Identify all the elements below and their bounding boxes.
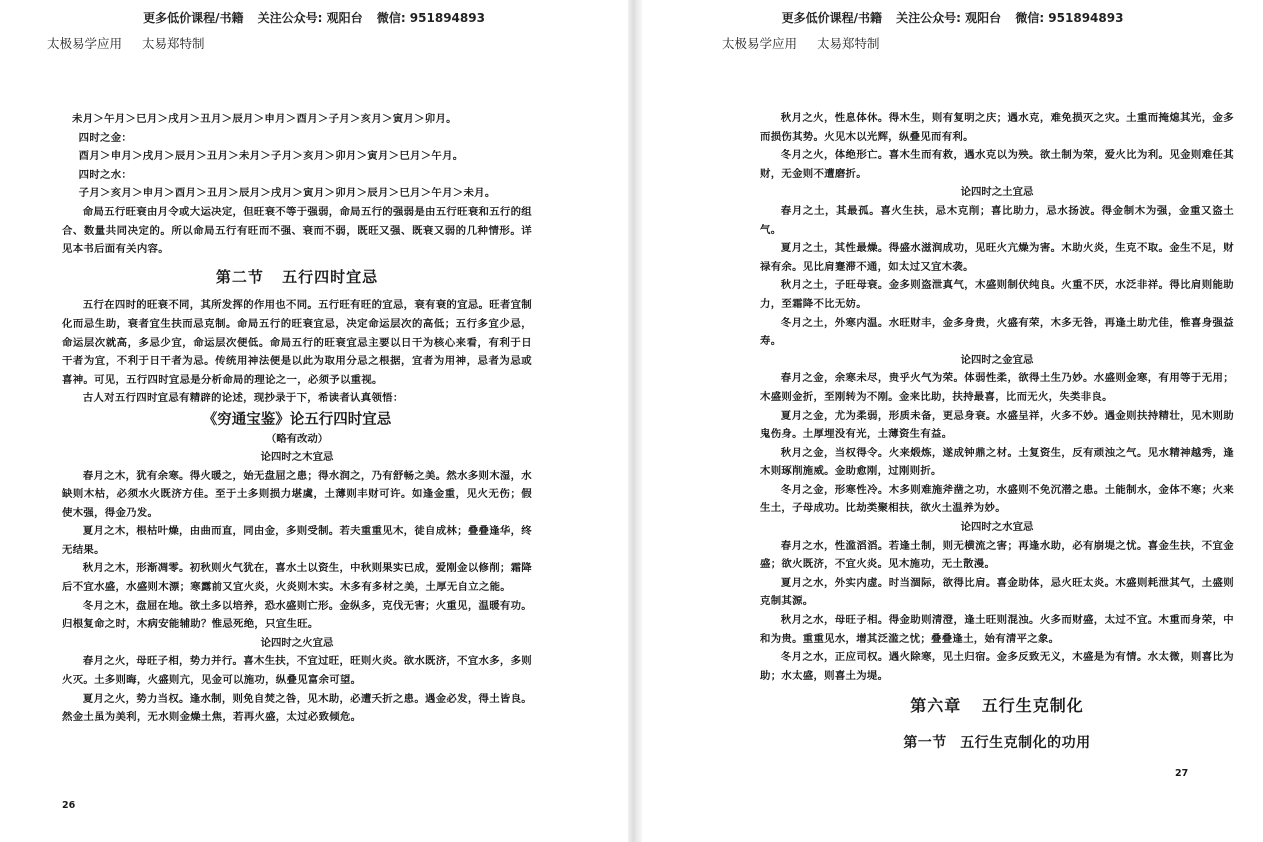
book-gutter: [628, 0, 642, 842]
note: （略有改动）: [265, 432, 329, 445]
promo-text: 更多低价课程/书籍: [781, 11, 882, 25]
paragraph: 冬月之水，正应司权。遇火除寒，见土归宿。金多反致无义，木盛是为有情。水太微，则喜比为助；水太盛，则喜土为堤。: [760, 651, 1234, 682]
paragraph: 夏月之木，根枯叶燥，由曲而直，同由金，多则受制。若夫重重见木，徒自成林；叠叠逢华，终无结果。: [62, 525, 532, 556]
paragraph: 春月之金，余寒未尽，贵乎火气为荣。体弱性柔，欲得土生乃妙。水盛则金寒，有用等于无用；木盛则金折，至刚转为不刚。金来比助，扶持最喜，比而无火，失类非良。: [760, 372, 1234, 403]
promo-text: 更多低价课程/书籍: [143, 11, 244, 25]
chapter-label: 第六章: [910, 696, 962, 716]
paragraph: 秋月之木，形渐凋零。初秋则火气犹在，喜水土以资生，中秋则果实已成，爱刚金以修削；霜降后不宜水盛，水盛则木漂；寒露前又宜火炎，火炎则木实。木多有多材之美，土厚无自立之能。: [62, 562, 532, 594]
promo-header: [642, 9, 1263, 26]
month-order-line: 未月＞午月＞巳月＞戌月＞丑月＞辰月＞申月＞酉月＞子月＞亥月＞寅月＞卯月。: [72, 113, 457, 125]
paragraph: 夏月之土，其性最燥。得盛水滋润成功，见旺火亢燥为害。木助火炎，生克不取。金生不足，财禄有余。见比肩蹇滞不通，如太过又宜木袭。: [760, 242, 1234, 273]
section-label: 第二节: [215, 267, 264, 286]
book-title: 太极易学应用: [722, 36, 798, 51]
right-page: [642, 0, 1263, 842]
left-page-content: [62, 110, 532, 727]
section-label: 第一节: [903, 735, 947, 751]
book-heading: 《穷通宝鉴》论五行四时宜忌: [202, 410, 392, 428]
section-title: 五行四时宜忌: [282, 267, 379, 286]
promo-header: [0, 9, 628, 26]
paragraph: 春月之水，性滥滔滔。若逢土制，则无横流之害；再逢水助，必有崩堤之忧。喜金生扶，不宜金盛；欲火既济，不宜火炎。见木施功，无土散漫。: [760, 539, 1234, 571]
water-label: 四时之水：: [78, 168, 133, 181]
paragraph: 夏月之水，外实内虚。时当涸际，欲得比肩。喜金助体，忌火旺太炎。木盛则耗泄其气，土盛则克制其源。: [760, 576, 1234, 608]
paragraph: 冬月之土，外寒内温。水旺财丰，金多身贵，火盛有荣，木多无咎，再逢土助尤佳，惟喜身强益寿。: [760, 316, 1234, 348]
subheading: 论四时之木宜忌: [260, 450, 334, 463]
paragraph: 春月之土，其最孤。喜火生扶，忌木克削；喜比助力，忌水扬波。得金制木为强，金重又盗土气。: [760, 204, 1234, 236]
paragraph: 冬月之火，体绝形亡。喜木生而有救，遇水克以为殃。欲土制为荣，爱火比为利。见金则难任其财，无金则不遭磨折。: [760, 149, 1234, 180]
chapter-title: 五行生克制化: [981, 696, 1084, 716]
section-heading: [760, 734, 1234, 753]
paragraph: 命局五行旺衰由月令或大运决定，但旺衰不等于强弱，命局五行的强弱是由五行旺衰和五行的组合、数量共同决定的。所以命局五行有旺而不强、衰而不弱，既旺又强、既衰又弱的几种情形。详见本书后面有关内容。: [62, 205, 532, 256]
follow-text: 关注公众号: 观阳台: [896, 11, 1002, 25]
book-title: 太极易学应用: [47, 36, 123, 51]
month-order-line: 子月＞亥月＞申月＞酉月＞丑月＞辰月＞戌月＞寅月＞卯月＞辰月＞巳月＞午月＞未月。: [78, 187, 496, 200]
book-header: [47, 34, 221, 52]
book-header: [722, 34, 896, 52]
book-author: 太易郑特制: [817, 36, 880, 51]
paragraph: 春月之木，犹有余寒。得火暖之，始无盘屈之患；得水润之，乃有舒畅之美。然水多则木湿，水缺则木枯，必须水火既济方佳。至于土多则损力堪虞，土薄则丰财可许。如逢金重，见火无伤；假使木强，得金乃发。: [62, 469, 532, 519]
paragraph: 夏月之火，势力当权。逢水制，则免自焚之咎，见木助，必遭夭折之患。遇金必发，得土皆良。然金土虽为美利，无水则金燥土焦，若再火盛，太过必致倾危。: [62, 692, 532, 724]
paragraph: 秋月之金，当权得令。火来煅炼，遂成钟鼎之材。土复资生，反有顽浊之气。见水精神越秀，逢木则琢削施威。金助愈刚，过刚则折。: [760, 446, 1234, 478]
subheading: 论四时之土宜忌: [960, 186, 1034, 199]
left-page: [0, 0, 628, 842]
paragraph: 秋月之水，母旺子相。得金助则清澄，逢土旺则混浊。火多而财盛，太过不宜。木重而身荣，中和为贵。重重见水，增其泛滥之忧；叠叠逢土，始有清平之象。: [760, 614, 1234, 645]
paragraph: 春月之火，母旺子相，势力并行。喜木生扶，不宜过旺，旺则火炎。欲水既济，不宜水多，多则火灭。土多则晦，火盛则亢，见金可以施功，纵叠见富余可望。: [62, 655, 532, 687]
page-number: 26: [62, 800, 76, 811]
wechat-text: 微信: 951894893: [1015, 11, 1124, 25]
paragraph: 秋月之火，性息体休。得木生，则有复明之庆；遇水克，难免损灭之灾。土重而掩熄其光，金多而损伤其势。火见木以光辉，纵叠见而有利。: [760, 112, 1234, 143]
wechat-text: 微信: 951894893: [376, 11, 485, 25]
metal-label: 四时之金：: [78, 131, 133, 144]
right-page-content: [760, 109, 1234, 753]
book-author: 太易郑特制: [142, 36, 205, 51]
subheading: 论四时之水宜忌: [960, 521, 1034, 534]
paragraph: 冬月之金，形寒性冷。木多则难施斧凿之功，水盛则不免沉潜之患。土能制水，金体不寒；火来生土，子母成功。比劫类聚相扶，欲火土温养为妙。: [760, 483, 1234, 515]
subheading: 论四时之火宜忌: [260, 636, 334, 649]
subheading: 论四时之金宜忌: [960, 353, 1034, 366]
chapter-heading: [760, 697, 1234, 716]
section-title: 五行生克制化的功用: [960, 735, 1091, 751]
paragraph: 夏月之金，尤为柔弱，形质未备，更忌身衰。水盛呈祥，火多不妙。遇金则扶持精壮，见木则助鬼伤身。土厚埋没有光，土薄资生有益。: [760, 409, 1234, 441]
paragraph: 五行在四时的旺衰不同，其所发挥的作用也不同。五行旺有旺的宜忌，衰有衰的宜忌。旺者宜制化而忌生助，衰者宜生扶而忌克制。命局五行的旺衰宜忌，决定命运层次的高低；五行多宜少忌，命运层次就高，多忌少宜，命运层次便低。命局五行的旺衰宜忌主要以日干为核心来看，有利于日干者为宜，不利于日干者为忌。传统用神法便是以此为取用分忌之根据，宜者为用神，忌者为忌或喜神。可见，五行四时宜忌是分析命局的理论之一，必须予以重视。: [62, 299, 532, 386]
paragraph: 古人对五行四时宜忌有精辟的论述，现抄录于下，希读者认真领悟：: [82, 392, 404, 405]
month-order-line: 酉月＞申月＞戌月＞辰月＞丑月＞未月＞子月＞亥月＞卯月＞寅月＞巳月＞午月。: [78, 150, 464, 163]
paragraph: 秋月之土，子旺母衰。金多则盗泄真气，木盛则制伏纯良。火重不厌，水泛非祥。得比肩则能助力，至霜降不比无妨。: [760, 279, 1234, 310]
follow-text: 关注公众号: 观阳台: [257, 11, 363, 25]
page-number: 27: [1175, 768, 1189, 779]
section-heading: [62, 268, 532, 287]
paragraph: 冬月之木，盘屈在地。欲土多以培养，恐水盛则亡形。金纵多，克伐无害；火重见，温暖有功。归根复命之时，木病安能辅助？惟忌死绝，只宜生旺。: [62, 599, 532, 631]
